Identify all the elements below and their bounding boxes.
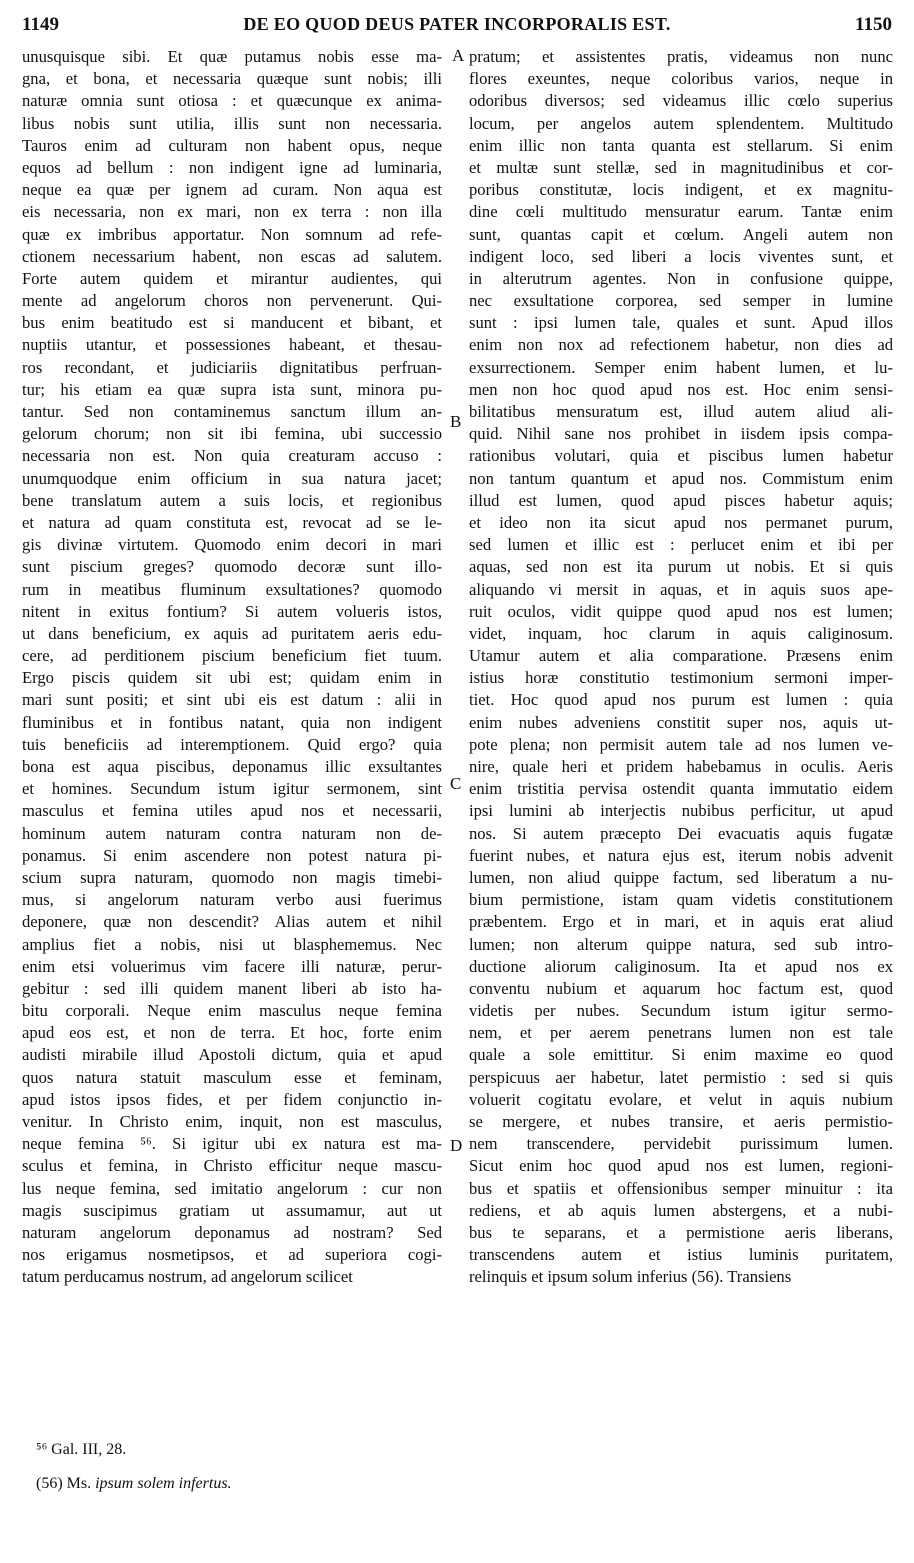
text-line: non tantum quantum et apud nos. Commistum enim (469, 468, 893, 488)
text-line: sculus et femina, in Christo efficitur neque mascu- (22, 1156, 442, 1176)
text-line: pote plena; non permisit autem tale ad nos lumen ve- (469, 734, 893, 754)
text-line: ctionem necessarium habent, non escas ad salutem. (22, 246, 442, 266)
text-line: sed lumen et illic est : perlucet enim et ibi per (469, 535, 893, 555)
text-line: nem transcendere, pervidebit purissimum lumen. (469, 1134, 893, 1154)
footnotes (36, 1433, 232, 1501)
text-line: bilitatibus mensuratum est, illud autem aliud ali- (469, 402, 893, 421)
text-line: aliquando vi mersit in aquas, et in aquis suos ape- (469, 579, 893, 599)
text-line: conventu nubium et aquarum hoc factum est, quod (469, 978, 893, 998)
text-line: aquas, sed non est ita purum ut nobis. Et si quis (469, 557, 893, 577)
text-line: videt, inquam, hoc clarum in aquis caliginosum. (469, 623, 893, 643)
text-line: mus, si angelorum naturam verbo ausi fuerimus (22, 890, 442, 910)
text-line: neque femina ⁵⁶. Si igitur ubi ex natura est ma- (22, 1134, 442, 1154)
section-marker-a: A (452, 46, 465, 65)
text-line: sunt, quantas capit et cœlum. Angeli autem non (469, 224, 893, 244)
right-column (469, 46, 893, 1289)
text-line: indigent loco, sed liberi a locis viventes sunt, et (469, 246, 893, 266)
text-line: masculus et femina utiles apud nos et necessarii, (22, 801, 442, 821)
text-line: cere, ad perditionem piscium beneficium fiet tuum. (22, 646, 442, 666)
text-line: tuis beneficiis ad interemptionem. Quid ergo? quia (22, 734, 442, 754)
footnote-manuscript-variant: ipsum solem infertus. (95, 1475, 232, 1492)
footnote-manuscript-prefix: (56) Ms. (36, 1475, 92, 1492)
text-line: et ideo non ita sicut apud nos permanet purum, (469, 512, 893, 532)
text-line: lus neque femina, sed imitatio angelorum : cur non (22, 1178, 442, 1198)
text-line: apud istos ipsos fides, et per fidem conjunctio in- (22, 1089, 442, 1109)
text-line: dine cœli multitudo mensuratur earum. Tantæ enim (469, 202, 893, 222)
text-line: audisti mirabile illud Apostoli dictum, quia et apud (22, 1045, 442, 1065)
text-line: enim tristitia pervisa ostendit quanta immutatio eidem (469, 779, 893, 799)
text-line: ros recondant, et judiciariis dignitatibus perfruan- (22, 357, 442, 377)
text-line: lumen; non alterum quippe natura, sed sub intro- (469, 934, 893, 954)
text-line: enim non nox ad refectionem habetur, non dies ad (469, 335, 893, 355)
text-line: libus nobis sunt utilia, illis sunt non necessaria. (22, 113, 442, 133)
text-line: rediens, et ab aquis lumen abstergens, et a nubi- (469, 1200, 893, 1220)
text-line: et natura ad quam constituta est, revocat ad se le- (22, 512, 442, 532)
text-line: ruit oculos, vidit quippe quod apud nos est lumen; (469, 601, 893, 621)
text-line: in alterutrum agentes. Non in confusione quippe, (469, 268, 893, 288)
text-line: sunt piscium greges? quomodo decoræ sunt illo- (22, 557, 442, 577)
text-line: magis suscipimus gratiam ut assumamur, aut ut (22, 1200, 442, 1220)
page-header (22, 14, 892, 40)
text-line: ductione aliorum caliginosum. Ita et apud nos ex (469, 956, 893, 976)
text-line: gis divinæ virtutem. Quomodo enim decori in mari (22, 535, 442, 555)
text-line: ut dans beneficium, ex aquis ad puritatem aeris edu- (22, 623, 442, 643)
text-line: nuptiis utantur, et possessiones habeant, et thesau- (22, 335, 442, 355)
text-line: amplius fiet a nobis, nisi ut blasphememus. Nec (22, 934, 442, 954)
left-column (22, 46, 442, 1289)
text-line: Utamur autem et alia comparatione. Præsens enim (469, 646, 893, 666)
text-line: tur; his etiam ea quæ supra ista sunt, minora pu- (22, 379, 442, 399)
text-line: sunt : ipsi lumen tale, quales et sunt. Apud illos (469, 313, 893, 333)
text-line: deponere, quæ non descendit? Alias autem et nihil (22, 912, 442, 932)
text-line: quæ ex imbribus apportatur. Non somnum ad refe- (22, 224, 442, 244)
text-line: bus enim beatitudo est si manducent et bibant, et (22, 313, 442, 333)
text-line: scium supra naturam, quomodo non magis timebi- (22, 867, 442, 887)
text-line: lumen, non aliud quippe factum, sed liberatum a nu- (469, 867, 893, 887)
text-line: illud est lumen, quod apud pisces habetur aquis; (469, 490, 893, 510)
text-line: bene translatum autem a suis locis, et regionibus (22, 490, 442, 510)
text-line: enim illic non tanta quanta est stellarum. Si enim (469, 135, 893, 155)
text-line: istius horæ constitutio testimonium sermoni imper- (469, 668, 893, 688)
text-line: bium permistione, istam quam videtis constitutionem (469, 890, 893, 910)
text-line: videtis per nubes. Secundum istum igitur sermo- (469, 1001, 893, 1021)
text-line: transcendens autem et istius luminis puritatem, (469, 1245, 893, 1265)
text-line: gebitur : sed illi quidem manent liberi ab isto ha- (22, 978, 442, 998)
text-line: tantur. Sed non contaminemus sanctum illum an- (22, 402, 442, 421)
text-line: Tauros enim ad culturam non habent opus, neque (22, 135, 442, 155)
text-line: neque ea quæ per ignem ad curam. Non aqua est (22, 180, 442, 200)
text-line: eis necessaria, non ex mari, non ex terra : non illa (22, 202, 442, 222)
text-line: enim nubes adveniens constitit super nos, aquis ut- (469, 712, 893, 732)
text-line: ipsi lumini ab interjectis nubibus perficitur, ut apud (469, 801, 893, 821)
text-line: rationibus volutari, quia et piscibus lumen habetur (469, 446, 893, 466)
text-line: hominum autem naturam contra naturam non de- (22, 823, 442, 843)
text-line: unusquisque sibi. Et quæ putamus nobis esse ma- (22, 47, 442, 66)
text-line: apud eos est, et non de terra. Et hoc, forte enim (22, 1023, 442, 1043)
text-line: bona est aqua piscibus, deponamus illic exsultantes (22, 757, 442, 776)
text-line: men non hoc quod apud nos est. Hoc enim sensi- (469, 379, 893, 399)
text-line: naturæ omnia sunt otiosa : et quæcunque ex anima- (22, 91, 442, 111)
text-line: necessaria non est. Non quia creaturam accuso : (22, 446, 442, 466)
text-line: venitur. In Christo enim, inquit, non est masculus, (22, 1112, 442, 1131)
text-line: rum in meatibus fluminum exsultationes? quomodo (22, 579, 442, 599)
text-line: nec exsultatione corporea, sed semper in lumine (469, 291, 893, 311)
text-line: naturam angelorum deponamus ad nostram? Sed (22, 1222, 442, 1242)
text-line: mente ad angelorum choros non pervenerunt. Qui- (22, 291, 442, 311)
footnote-scripture: ⁵⁶ Gal. III, 28. (36, 1441, 127, 1458)
text-line: pratum; et assistentes pratis, videamus non nunc (469, 47, 893, 66)
section-marker-b: B (450, 412, 462, 431)
text-line: ponamus. Si enim ascendere non potest natura pi- (22, 845, 442, 865)
text-line: tatum perducamus nostrum, ad angelorum scilicet (22, 1267, 353, 1287)
text-line: tiet. Hoc quod apud nos purum est lumen : quia (469, 690, 893, 710)
page-number-left: 1149 (22, 14, 59, 35)
text-line: voluerit cogitatu evolare, et velut in aquis nubium (469, 1089, 893, 1109)
text-line: enim etsi voluerimus vim facere illi naturæ, perur- (22, 956, 442, 976)
text-line: perspicuus aer habetur, latet permistio : sed si quis (469, 1067, 893, 1087)
text-line: se mergere, et nubes transire, et aeris permistio- (469, 1112, 893, 1131)
text-line: poribus constitutæ, locis indigent, et ex magnitu- (469, 180, 893, 200)
text-line: et multæ sunt stellæ, sed in magnitudinibus et cor- (469, 157, 893, 177)
text-line: bitu corporali. Neque enim masculus neque femina (22, 1001, 442, 1021)
text-line: præbentem. Ergo et in mari, et in aquis erat aliud (469, 912, 893, 932)
text-line: quid. Nihil sane nos prohibet in iisdem ipsis compa- (469, 424, 893, 444)
footnote-manuscript (36, 1467, 232, 1501)
text-line: quos natura statuit masculum esse et feminam, (22, 1067, 442, 1087)
text-line: Sicut enim hoc quod apud nos est lumen, regioni- (469, 1156, 893, 1176)
text-line: Ergo piscis quidem sit ubi est; quidam enim in (22, 668, 442, 688)
running-title: DE EO QUOD DEUS PATER INCORPORALIS EST. (243, 14, 671, 34)
text-line: fuerint nubes, et natura ejus est, iterum nobis advenit (469, 845, 893, 865)
text-line: relinquis et ipsum solum inferius (56). Transiens (469, 1267, 792, 1287)
text-line: gna, et bona, et necessaria quæque sunt nobis; illi (22, 69, 442, 89)
text-line: flores exeuntes, neque coloribus varios, neque in (469, 69, 893, 89)
text-line: equos ad bellum : non indigent igne ad luminaria, (22, 157, 442, 177)
text-line: nem, et per aerem penetrans lumen non est tale (469, 1023, 893, 1043)
text-line: odoribus diversos; sed videamus illic cœlo superius (469, 91, 893, 111)
section-marker-c: C (450, 774, 462, 793)
text-line: nitent in exitus fontium? Si autem volueris istos, (22, 601, 442, 621)
text-line: unumquodque enim officium in sua natura jacet; (22, 468, 442, 488)
text-line: Forte autem quidem et mirantur audientes, qui (22, 268, 442, 288)
text-line: et homines. Secundum istum igitur sermonem, sint (22, 779, 442, 799)
text-line: fluminibus et in fontibus natant, quia non indigent (22, 712, 442, 732)
text-line: quale a sole emittitur. Si enim maxime eo quod (469, 1045, 893, 1065)
page-number-right: 1150 (855, 14, 892, 35)
text-line: bus te separans, et a permistione aeris liberans, (469, 1222, 893, 1242)
text-line: locum, per angelos autem splendentem. Multitudo (469, 113, 893, 133)
section-marker-d: D (450, 1136, 463, 1155)
text-line: nire, quale heri et pridem habebamus in oculis. Aeris (469, 757, 893, 776)
text-line: exsurrectionem. Semper enim habent lumen, et lu- (469, 357, 893, 377)
text-line: bus et spatiis et offensionibus semper minuitur : ita (469, 1178, 893, 1198)
text-line: nos. Si autem præcepto Dei evacuatis aquis fugatæ (469, 823, 893, 843)
text-line: mari sunt positi; et sint ubi eis est datum : alii in (22, 690, 442, 710)
text-line: gelorum chorum; non sit ibi femina, ubi successio (22, 424, 442, 444)
text-line: nos erigamus nosmetipsos, et ad superiora cogi- (22, 1245, 442, 1265)
